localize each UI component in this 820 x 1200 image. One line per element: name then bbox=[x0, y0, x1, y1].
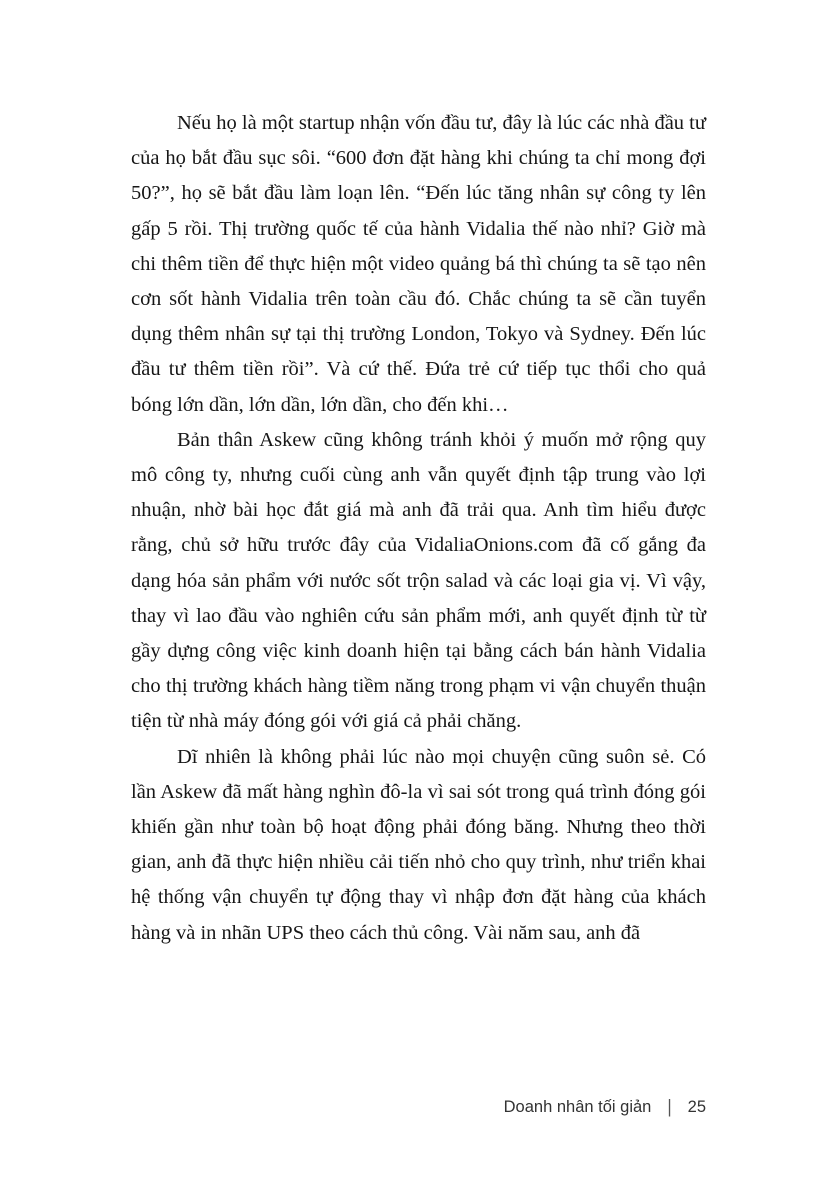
body-text bbox=[131, 106, 706, 951]
paragraph-2: Bản thân Askew cũng không tránh khỏi ý muốn mở rộng quy mô công ty, nhưng cuối cùng anh vẫn quyết định tập trung vào lợi nhuận, nhờ bài học đắt giá mà anh đã trải qua. Anh tìm hiểu được rằng, chủ sở hữu trước đây của VidaliaOnions.com đã cố gắng đa dạng hóa sản phẩm với nước sốt trộn salad và các loại gia vị. Vì vậy, thay vì lao đầu vào nghiên cứu sản phẩm mới, anh quyết định từ từ gầy dựng công việc kinh doanh hiện tại bằng cách bán hành Vidalia cho thị trường khách hàng tiềm năng trong phạm vi vận chuyển thuận tiện từ nhà máy đóng gói với giá cả phải chăng. bbox=[131, 428, 706, 733]
paragraph-3: Dĩ nhiên là không phải lúc nào mọi chuyện cũng suôn sẻ. Có lần Askew đã mất hàng nghìn đô-la vì sai sót trong quá trình đóng gói khiến gần như toàn bộ hoạt động phải đóng băng. Nhưng theo thời gian, anh đã thực hiện nhiều cải tiến nhỏ cho quy trình, như triển khai hệ thống vận chuyển tự động thay vì nhập đơn đặt hàng của khách hàng và in nhãn UPS theo cách thủ công. Vài năm sau, anh đã bbox=[131, 745, 706, 944]
footer-page-number: 25 bbox=[687, 1098, 706, 1116]
footer-separator: | bbox=[667, 1097, 672, 1117]
paragraph-1: Nếu họ là một startup nhận vốn đầu tư, đây là lúc các nhà đầu tư của họ bắt đầu sục sôi. “600 đơn đặt hàng khi chúng ta chỉ mong đợi 50?”, họ sẽ bắt đầu làm loạn lên. “Đến lúc tăng nhân sự công ty lên gấp 5 rồi. Thị trường quốc tế của hành Vidalia thế nào nhỉ? Giờ mà chi thêm tiền để thực hiện một video quảng bá thì chúng ta sẽ tạo nên cơn sốt hành Vidalia trên toàn cầu đó. Chắc chúng ta sẽ cần tuyển dụng thêm nhân sự tại thị trường London, Tokyo và Sydney. Đến lúc đầu tư thêm tiền rồi”. Và cứ thế. Đứa trẻ cứ tiếp tục thổi cho quả bóng lớn dần, lớn dần, lớn dần, cho đến khi… bbox=[131, 112, 706, 416]
page-footer bbox=[131, 1098, 706, 1117]
footer-book-title: Doanh nhân tối giản bbox=[503, 1098, 652, 1116]
